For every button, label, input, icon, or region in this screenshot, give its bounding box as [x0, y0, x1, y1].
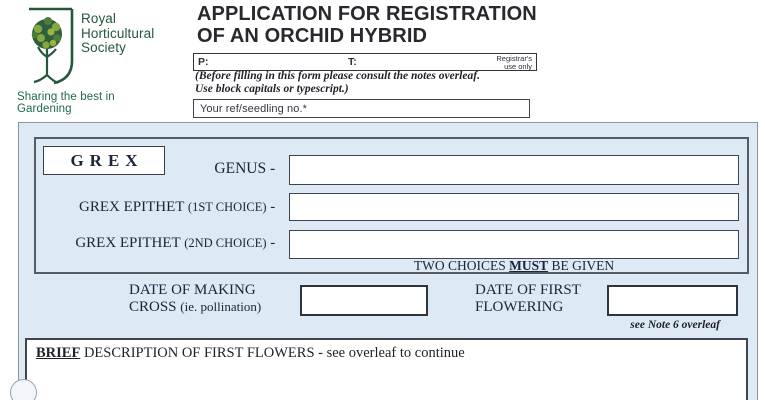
grex-epithet2-label: GREX EPITHET (2ND CHOICE) - [75, 235, 279, 251]
brief-description-field[interactable] [25, 338, 748, 400]
grex-epithet1-label: GREX EPITHET (1ST CHOICE) - [79, 199, 279, 215]
t-label: T: [348, 56, 357, 68]
page-title [197, 4, 537, 47]
brief-emphasis: BRIEF [36, 345, 81, 361]
hole-punch-mark [10, 379, 37, 400]
date-first-flowering-label: DATE OF FIRST FLOWERING [475, 282, 581, 315]
grex-section-tag: GREX [43, 146, 165, 175]
p-field[interactable] [210, 55, 340, 69]
date-first-flowering-input[interactable] [607, 285, 738, 316]
grex-epithet1-input[interactable] [289, 193, 739, 221]
date-making-cross-input[interactable] [300, 285, 428, 316]
genus-input[interactable] [289, 155, 739, 185]
must-emphasis: MUST [509, 258, 549, 273]
grex-section [34, 137, 749, 274]
rhs-tree-icon [26, 5, 78, 89]
p-label: P: [198, 56, 209, 68]
two-choices-note: TWO CHOICES MUST BE GIVEN [413, 258, 615, 273]
t-field[interactable] [362, 55, 482, 69]
tree-foliage [32, 17, 62, 49]
registrar-use-only-label: Registrar's use only [496, 54, 532, 71]
rhs-name-line1: Royal [81, 11, 117, 26]
date-making-cross-label: DATE OF MAKING CROSS (ie. pollination) [129, 282, 262, 315]
title-line1: APPLICATION FOR REGISTRATION [197, 3, 537, 25]
ref-seedling-label: Your ref/seedling no.* [200, 103, 307, 115]
grex-epithet2-input[interactable] [289, 230, 739, 259]
rhs-wordmark [81, 12, 154, 56]
title-line2: OF AN ORCHID HYBRID [197, 24, 428, 47]
instructions-line2: Use block capitals or typescript.) [195, 83, 349, 95]
instructions-line1: (Before filling in this form please consult the notes overleaf. [195, 70, 480, 82]
see-note-6-overleaf: see Note 6 overleaf [630, 319, 720, 331]
form-instructions [195, 70, 480, 96]
rhs-name-line3: Society [81, 40, 126, 55]
rhs-tagline: Sharing the best in Gardening [17, 91, 115, 115]
registrar-use-box [193, 53, 537, 71]
ref-seedling-field[interactable] [193, 99, 530, 118]
brief-description-label: BRIEF DESCRIPTION OF FIRST FLOWERS - see overleaf to continue [36, 345, 465, 361]
rhs-name-line2: Horticultural [81, 25, 155, 41]
genus-label: GENUS - [214, 160, 279, 177]
